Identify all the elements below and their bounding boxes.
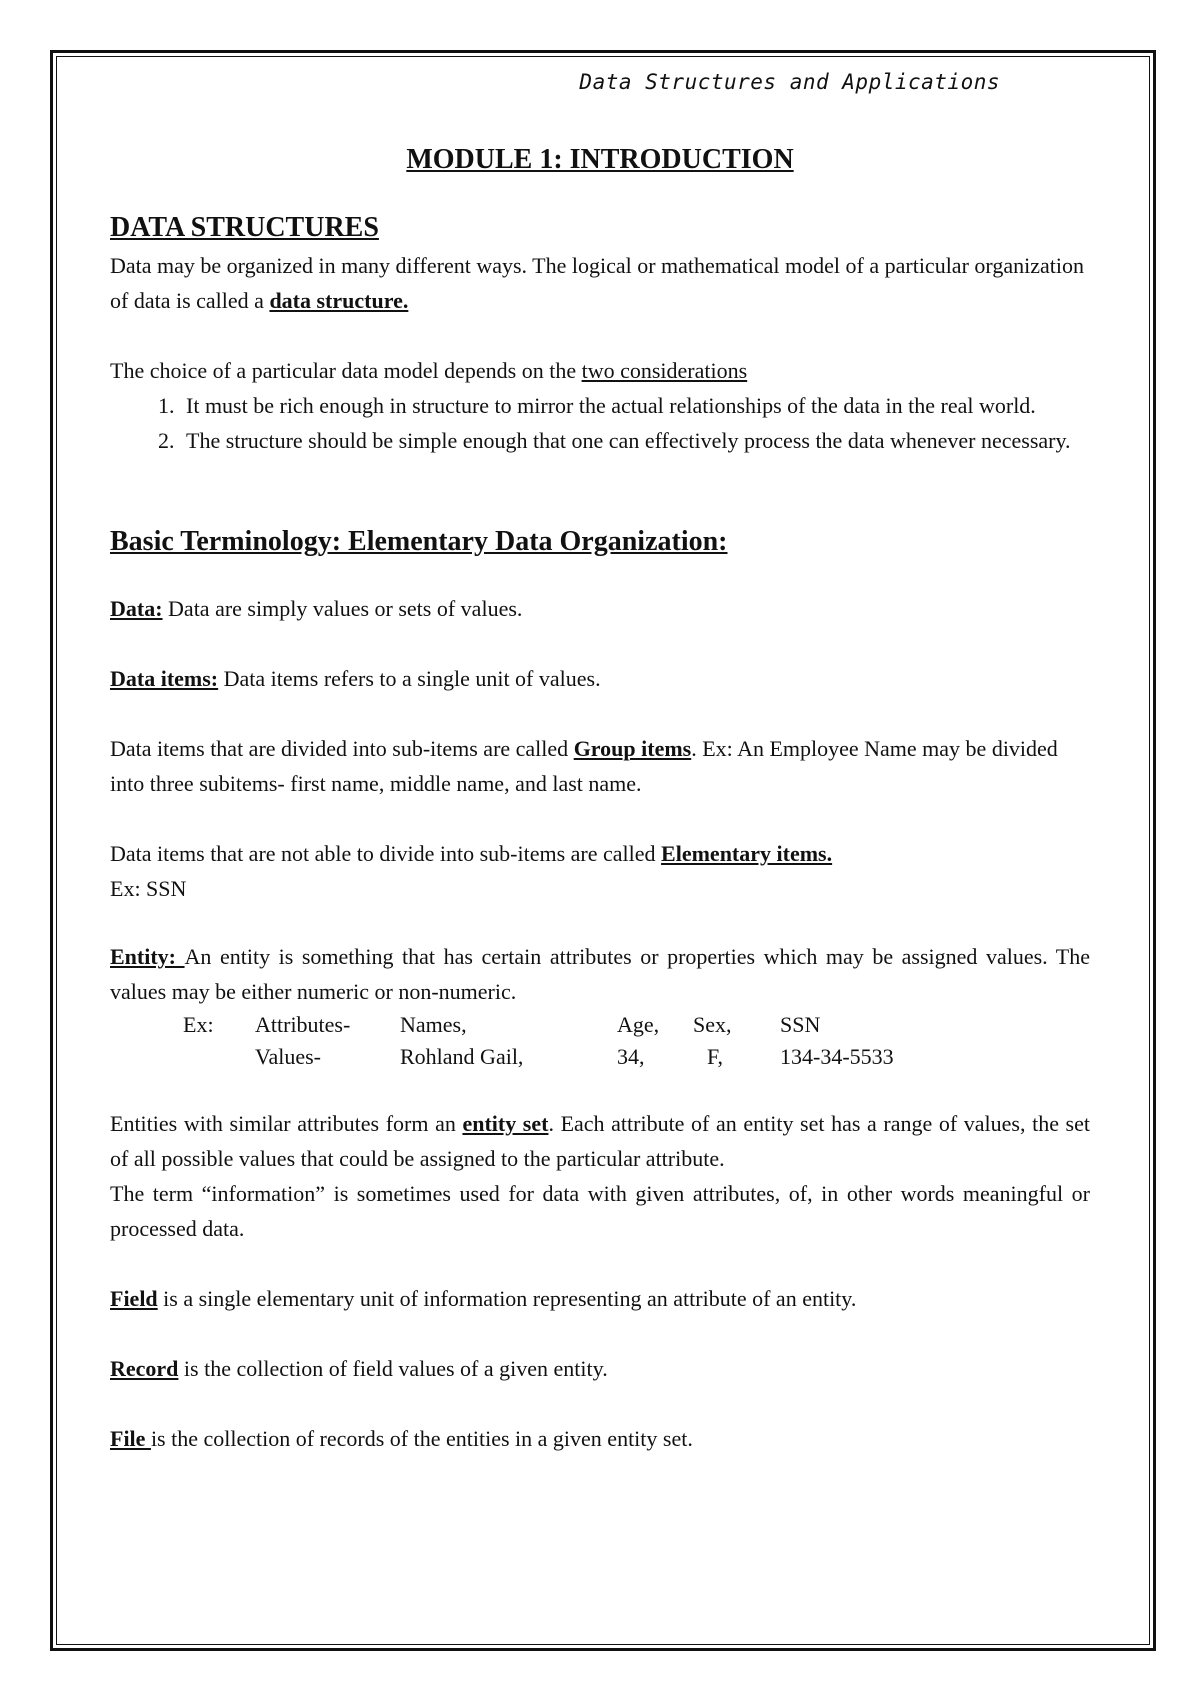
definition-field (110, 1281, 1090, 1316)
elementary-items-example: Ex: SSN (110, 876, 187, 901)
term-elementary-items: Elementary items. (661, 841, 833, 866)
considerations-list (110, 388, 1090, 458)
table-cell: 34, (617, 1044, 645, 1069)
group-items-pre: Data items that are divided into sub-items are called (110, 736, 574, 761)
table-cell: Attributes- (255, 1012, 351, 1037)
definition-elementary-items (110, 836, 1090, 871)
group-items-post: . Ex: An Employee Name may be divided into three subitems- first name, middle name, and last name. (110, 736, 1058, 796)
page-content (110, 140, 1090, 1456)
definition-text: Data may be organized in many different ways. The logical or mathematical model of a particular organization of data is called a (110, 253, 1084, 313)
term-entity: Entity: (110, 944, 185, 969)
definition-data-items (110, 661, 1090, 696)
table-row (183, 1009, 940, 1041)
definition-entity-set (110, 1106, 1090, 1176)
data-structure-definition (110, 248, 1090, 318)
term-data: Data: (110, 596, 163, 621)
definition-file (110, 1421, 1090, 1456)
entity-example-table (183, 1009, 940, 1073)
table-cell: Rohland Gail, (400, 1044, 524, 1069)
entity-set-post: . Each attribute of an entity set has a range of values, the set of all possible values that could be assigned to the particular attribute. (110, 1111, 1090, 1171)
table-cell: F, (707, 1044, 723, 1069)
term-group-items: Group items (573, 736, 692, 761)
definition-record (110, 1351, 1090, 1386)
table-cell: SSN (780, 1012, 821, 1037)
definition-record-text: is the collection of field values of a given entity. (178, 1356, 608, 1381)
consideration-item: 2. The structure should be simple enough that one can effectively process the data whenever necessary. (180, 423, 1090, 458)
definition-data-items-text: Data items refers to a single unit of values. (218, 666, 601, 691)
information-paragraph: The term “information” is sometimes used for data with given attributes, of, in other words meaningful or processed data. (110, 1181, 1090, 1241)
section-heading-basic-terminology: Basic Terminology: Elementary Data Organization: (110, 526, 728, 557)
term-data-items: Data items: (110, 666, 219, 691)
entity-set-pre: Entities with similar attributes form an (110, 1111, 463, 1136)
term-entity-set: entity set (462, 1111, 549, 1136)
definition-entity (110, 939, 1090, 1009)
table-cell: Names, (400, 1012, 467, 1037)
consideration-item: 1. It must be rich enough in structure to mirror the actual relationships of the data in the real world. (180, 388, 1090, 423)
term-record: Record (110, 1356, 179, 1381)
considerations-text: The choice of a particular data model depends on the (110, 358, 582, 383)
term-data-structure: data structure. (269, 288, 409, 313)
definition-file-text: is the collection of records of the entities in a given entity set. (150, 1426, 693, 1451)
table-cell: Sex, (693, 1012, 732, 1037)
term-field: Field (110, 1286, 158, 1311)
table-cell (183, 1041, 255, 1073)
definition-entity-text: An entity is something that has certain attributes or properties which may be assigned values. The values may be either numeric or non-numeric. (110, 944, 1091, 1004)
table-cell: Age, (617, 1012, 660, 1037)
definition-group-items (110, 731, 1090, 801)
definition-field-text: is a single elementary unit of information representing an attribute of an entity. (157, 1286, 857, 1311)
term-file: File (110, 1426, 151, 1451)
considerations-intro (110, 353, 1090, 388)
table-cell: 134-34-5533 (780, 1044, 894, 1069)
running-header: Data Structures and Applications (579, 70, 1000, 94)
definition-data-text: Data are simply values or sets of values. (162, 596, 523, 621)
table-cell: Values- (255, 1044, 321, 1069)
module-title: MODULE 1: INTRODUCTION (406, 144, 794, 175)
table-cell: Ex: (183, 1012, 214, 1037)
table-row (183, 1041, 940, 1073)
section-heading-data-structures: DATA STRUCTURES (110, 212, 379, 243)
term-two-considerations: two considerations (581, 358, 748, 383)
elementary-items-pre: Data items that are not able to divide into sub-items are called (110, 841, 662, 866)
definition-data (110, 591, 1090, 626)
